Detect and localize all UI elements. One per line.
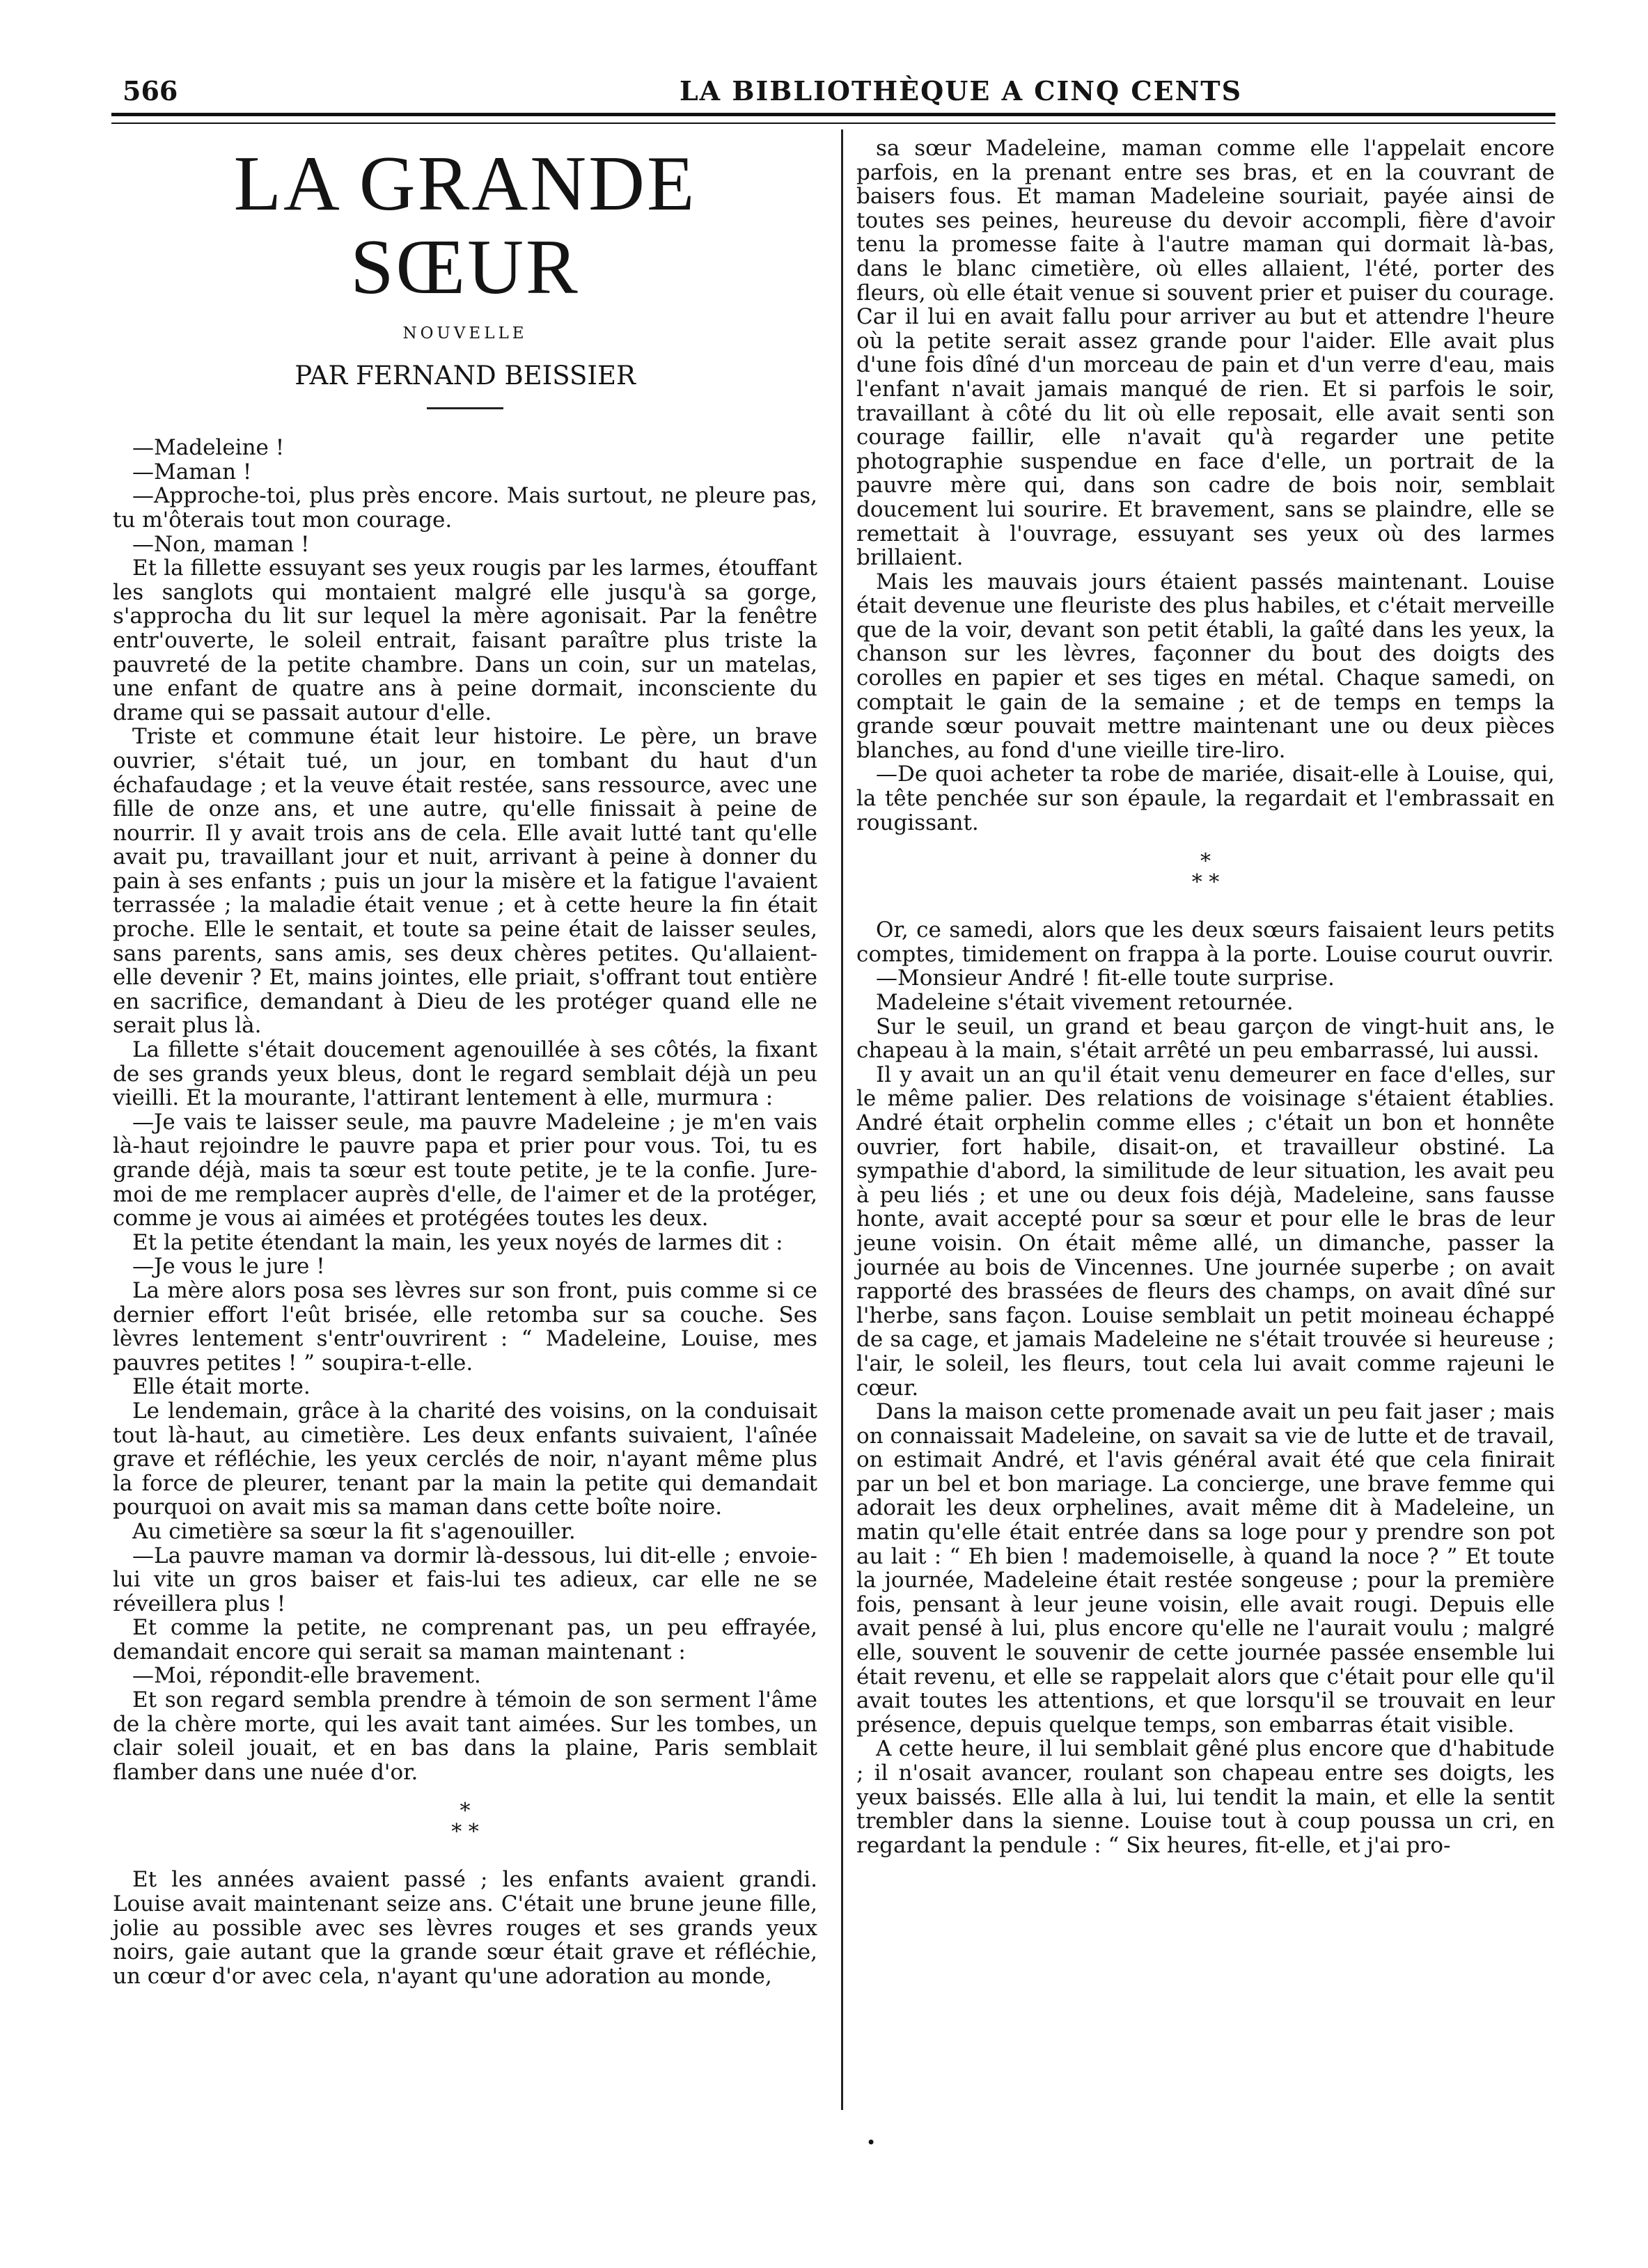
- paragraph: Et les années avaient passé ; les enfants avaient grandi. Louise avait maintenant seize ans. C'était une brune jeune fille, jolie au possible avec ses lèvres rouges et ses grands yeux noirs, gaie autant que la grande sœur était grave et réfléchie, un cœur d'or avec cela, n'ayant qu'une adoration au monde,: [113, 1867, 817, 1989]
- left-paragraphs-continued: [113, 1868, 817, 1988]
- paragraph: Et comme la petite, ne comprenant pas, un peu effrayée, demandait encore qui serait sa maman maintenant :: [113, 1615, 817, 1664]
- paragraph: —Moi, répondit-elle bravement.: [132, 1663, 481, 1689]
- paragraph: Au cimetière sa sœur la fit s'agenouiller.: [132, 1518, 576, 1544]
- section-break-right-bottom: * *: [1191, 870, 1220, 895]
- paragraph: —Maman !: [132, 459, 252, 485]
- running-title: LA BIBLIOTHÈQUE A CINQ CENTS: [679, 75, 1243, 107]
- footer-mark: •: [866, 2133, 877, 2152]
- paragraph: sa sœur Madeleine, maman comme elle l'appelait encore parfois, en la prenant entre ses bras, et en la couvrant de baisers fous. Et maman Madeleine souriait, payée ainsi de toutes ses peines, heureuse du devoir accompli, fière d'avoir tenu la promesse faite à l'autre maman qui dormait là-bas, dans le blanc cimetière, où elles allaient, l'été, porter des fleurs, où elle était venue si souvent prier et puiser du courage. Car il lui en avait fallu pour arriver au but et attendre l'heure où la petite serait assez grande pour l'aider. Elle avait plus d'une fois dîné d'un morceau de pain et d'un verre d'eau, mais l'enfant n'avait jamais manqué de rien. Et si parfois le soir, travaillant à côté du lit où elle reposait, elle avait senti son courage faillir, elle n'avait qu'à regarder une petite photographie suspendue en face d'elle, un portrait de la pauvre mère qui, dans son cadre de bois noir, semblait doucement lui sourire. Et bravement, sans se plaindre, elle se remettait à l'ouvrage, essuyant ses yeux où des larmes brillaient.: [856, 136, 1555, 571]
- paragraph: —De quoi acheter ta robe de mariée, disait-elle à Louise, qui, la tête penchée sur son épaule, la regardait et l'embrassait en rougissant.: [856, 762, 1555, 835]
- paragraph: —Madeleine !: [132, 435, 285, 461]
- section-break-top: *: [460, 1799, 471, 1824]
- paragraph: Et son regard sembla prendre à témoin de son serment l'âme de la chère morte, qui les avait tant aimées. Sur les tombes, un clair soleil jouait, et en bas dans la plaine, Paris semblait flamber dans une nuée d'or.: [113, 1687, 817, 1785]
- paragraph: Et la petite étendant la main, les yeux noyés de larmes dit :: [132, 1229, 783, 1255]
- right-column: [856, 136, 1555, 1857]
- section-break-right: [856, 851, 1555, 893]
- paragraph: Madeleine s'était vivement retournée.: [876, 990, 1294, 1015]
- paragraph: —Non, maman !: [132, 531, 310, 557]
- paragraph: La mère alors posa ses lèvres sur son front, puis comme si ce dernier effort l'eût brisée, elle retomba sur sa couche. Ses lèvres lentement s'entr'ouvrirent : “ Madeleine, Louise, mes pauvres petites ! ” soupira-t-elle.: [113, 1277, 817, 1376]
- section-break-right-top: *: [1200, 849, 1211, 874]
- header-rule-thin: [111, 123, 1555, 124]
- title-rule: [427, 407, 503, 409]
- paragraph: —Monsieur André ! fit-elle toute surprise.: [876, 966, 1335, 991]
- paragraph: Il y avait un an qu'il était venu demeurer en face d'elles, sur le même palier. Des relations de voisinage s'étaient établies. André était orphelin comme elles ; c'était un bon et honnête ouvrier, fort habile, disait-on, et travailleur obstiné. La sympathie d'abord, la similitude de leur situation, les avait peu à peu liés ; et une ou deux fois déjà, Madeleine, sans fausse honte, avait accepté pour sa sœur et pour elle le bras de leur jeune voisin. On était même allé, un dimanche, passer la journée au bois de Vincennes. Une journée superbe ; on avait rapporté des brassées de fleurs des champs, on avait dîné sur l'herbe, sans façon. Louise semblait un petit moineau échappé de sa cage, et jamais Madeleine ne s'était trouvée si heureuse ; l'air, le soleil, les fleurs, tout cela lui avait comme rajeuni le cœur.: [856, 1062, 1555, 1401]
- column-divider: [841, 129, 843, 2110]
- paragraph: Le lendemain, grâce à la charité des voisins, on la conduisait tout là-haut, au cimetière. Les deux enfants suivaient, l'aînée grave et réfléchie, les yeux cerclés de noir, n'ayant même plus la force de pleurer, tenant par la main la petite qui demandait pourquoi on avait mis sa maman dans cette boîte noire.: [113, 1398, 817, 1520]
- paragraph: Sur le seuil, un grand et beau garçon de vingt-huit ans, le chapeau à la main, s'était arrêté un peu embarrassé, lui aussi.: [856, 1014, 1555, 1064]
- paragraph: A cette heure, il lui semblait gêné plus encore que d'habitude ; il n'osait avancer, roulant son chapeau entre ses doigts, les yeux baissés. Elle alla à lui, lui tendit la main, et elle la sentit trembler dans la sienne. Louise tout à coup poussa un cri, en regardant la pendule : “ Six heures, fit-elle, et j'ai pro-: [856, 1736, 1555, 1858]
- article-author: PAR FERNAND BEISSIER: [295, 360, 636, 391]
- paragraph: —Je vous le jure !: [132, 1254, 325, 1279]
- left-paragraphs: [113, 436, 817, 1784]
- paragraph: Dans la maison cette promenade avait un peu fait jaser ; mais on connaissait Madeleine, on savait sa vie de lutte et de travail, on estimait André, et l'avis général avait été que cela finirait par un bel et bon mariage. La concierge, une brave femme qui adorait les deux orphelines, avait même dit à Madeleine, un matin qu'elle était entrée dans sa loge pour y prendre son pot au lait : “ Eh bien ! mademoiselle, à quand la noce ? ” Et toute la journée, Madeleine était restée songeuse ; pour la première fois, pensant à leur jeune voisin, elle avait rougi. Depuis elle avait pensé à lui, plus encore qu'elle ne l'aurait voulu ; malgré elle, souvent le souvenir de cette journée passée ensemble lui était revenu, et elle se rappelait alors que c'était pour elle qu'il avait toutes les attentions, et que lorsqu'il se trouvait en leur présence, depuis quelque temps, son embarras était visible.: [856, 1399, 1555, 1738]
- paragraph: Elle était morte.: [132, 1374, 311, 1400]
- right-paragraphs-continued: [856, 918, 1555, 1857]
- section-break-bottom: * *: [451, 1820, 479, 1845]
- article-title: LA GRANDE SŒUR: [233, 141, 697, 310]
- right-paragraphs: [856, 136, 1555, 835]
- left-column: [113, 136, 817, 1988]
- paragraph: La fillette s'était doucement agenouillée à ses côtés, la fixant de ses grands yeux bleus, dont le regard semblait déjà un peu vieilli. Et la mourante, l'attirant lentement à elle, murmura :: [113, 1037, 817, 1111]
- section-break: [113, 1801, 817, 1843]
- header-rule-thick: [111, 113, 1555, 116]
- paragraph: Triste et commune était leur histoire. Le père, un brave ouvrier, s'était tué, un jour, en tombant du haut d'un échafaudage ; et la veuve était restée, sans ressource, avec une fille de onze ans, et une autre, qu'elle finissait à peine de nourrir. Il y avait trois ans de cela. Elle avait lutté tant qu'elle avait pu, travaillant jour et nuit, arrivant à peine à donner du pain à ses enfants ; puis un jour la misère et la fatigue l'avaient terrassée ; la maladie était venue ; et à cette heure la fin était proche. Elle le sentait, et toute sa peine était de laisser seules, sans parents, sans amis, ses deux chères petites. Qu'allaient-elle devenir ? Et, mains jointes, elle priait, s'offrant tout entière en sacrifice, demandant à Dieu de les protéger quand elle ne serait plus là.: [113, 724, 817, 1039]
- page-number: 566: [123, 75, 178, 107]
- article-genre: NOUVELLE: [402, 324, 528, 342]
- paragraph: Mais les mauvais jours étaient passés maintenant. Louise était devenue une fleuriste des plus habiles, et c'était merveille que de la voir, devant son petit établi, la gaîté dans les yeux, la chanson sur les lèvres, façonner du bout des doigts des corolles en papier et ses tiges en métal. Chaque samedi, on comptait le gain de la semaine ; et de temps en temps la grande sœur pouvait mettre maintenant une ou deux pièces blanches, au fond d'une vieille tire-liro.: [856, 569, 1555, 763]
- paragraph: —Je vais te laisser seule, ma pauvre Madeleine ; je m'en vais là-haut rejoindre le pauvre papa et prier pour vous. Toi, tu es grande déjà, mais ta sœur est toute petite, je te la confie. Jure-moi de me remplacer auprès d'elle, de l'aimer et de la protéger, comme je vous ai aimées et protégées toutes les deux.: [113, 1109, 817, 1231]
- paragraph: Et la fillette essuyant ses yeux rougis par les larmes, étouffant les sanglots qui montaient malgré elle jusqu'à sa gorge, s'approcha du lit sur lequel la mère agonisait. Par la fenêtre entr'ouverte, le soleil entrait, faisant paraître plus triste la pauvreté de la petite chambre. Dans un coin, sur un matelas, une enfant de quatre ans à peine dormait, inconsciente du drame qui se passait autour d'elle.: [113, 556, 817, 725]
- paragraph: —Approche-toi, plus près encore. Mais surtout, ne pleure pas, tu m'ôterais tout mon courage.: [113, 483, 817, 533]
- paragraph: —La pauvre maman va dormir là-dessous, lui dit-elle ; envoie-lui vite un gros baiser et fais-lui tes adieux, car elle ne se réveillera plus !: [113, 1543, 817, 1616]
- paragraph: Or, ce samedi, alors que les deux sœurs faisaient leurs petits comptes, timidement on frappa à la porte. Louise courut ouvrir.: [856, 918, 1555, 967]
